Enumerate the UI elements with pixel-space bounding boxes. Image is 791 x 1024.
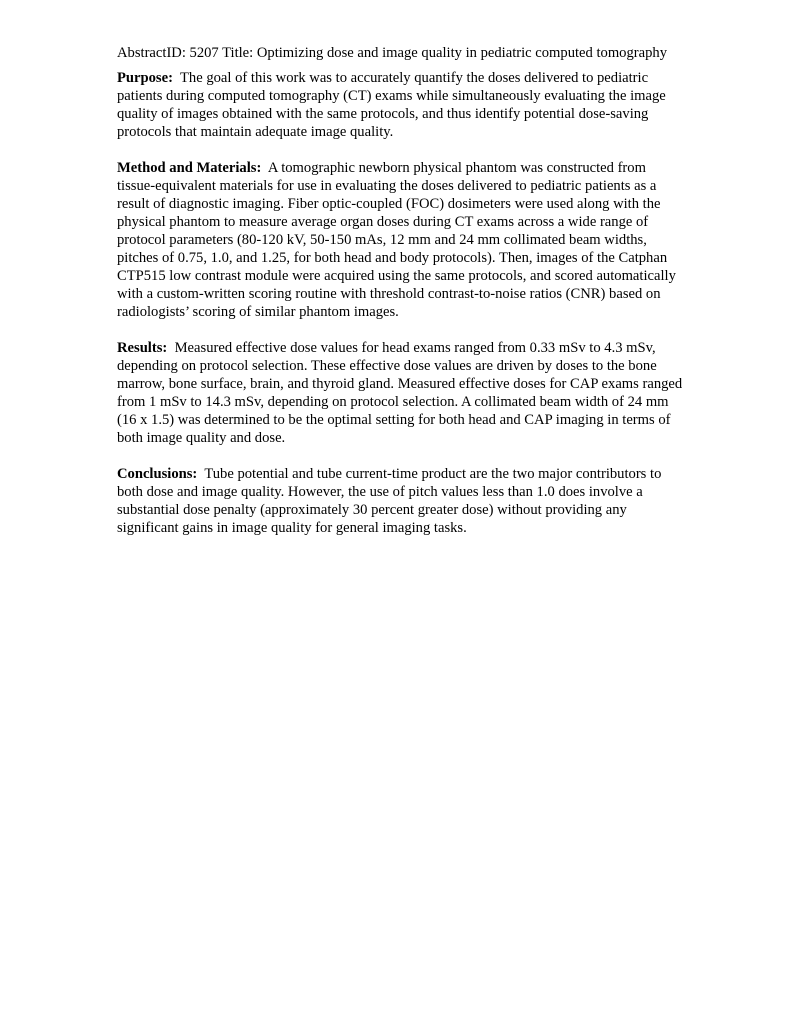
conclusions-section [117, 465, 683, 537]
methods-section [117, 159, 683, 321]
abstract-title: AbstractID: 5207 Title: Optimizing dose and image quality in pediatric computed tomography [117, 45, 668, 61]
purpose-text: The goal of this work was to accurately quantify the doses delivered to pediatric patients during computed tomography (CT) exams while simultaneously evaluating the image quality of images obtained with the same protocols, and thus identify potential dose-saving protocols that maintain adequate image quality. [117, 70, 666, 140]
purpose-section [117, 69, 683, 141]
results-heading: Results: [117, 340, 168, 356]
abstract-page [117, 44, 683, 555]
results-text: Measured effective dose values for head exams ranged from 0.33 mSv to 4.3 mSv, depending on protocol selection. These effective dose values are driven by doses to the bone marrow, bone surface, brain, and thyroid gland. Measured effective doses for CAP exams ranged from 1 mSv to 14.3 mSv, depending on protocol selection. A collimated beam width of 24 mm (16 x 1.5) was determined to be the optimal setting for both head and CAP imaging in terms of both image quality and dose. [117, 340, 683, 446]
conclusions-heading: Conclusions: [117, 466, 198, 482]
conclusions-text: Tube potential and tube current-time product are the two major contributors to both dose and image quality. However, the use of pitch values less than 1.0 does involve a substantial dose penalty (approximately 30 percent greater dose) without providing any significant gains in image quality for general imaging tasks. [117, 466, 662, 536]
purpose-heading: Purpose: [117, 70, 173, 86]
methods-text: A tomographic newborn physical phantom was constructed from tissue-equivalent materials for use in evaluating the doses delivered to pediatric patients as a result of diagnostic imaging. Fiber optic-coupled (FOC) dosimeters were used along with the physical phantom to measure average organ doses during CT exams across a wide range of protocol parameters (80-120 kV, 50-150 mAs, 12 mm and 24 mm collimated beam widths, pitches of 0.75, 1.0, and 1.25, for both head and body protocols). Then, images of the Catphan CTP515 low contrast module were acquired using the same protocols, and scored automatically with a custom-written scoring routine with threshold contrast-to-noise ratios (CNR) based on radiologists’ scoring of similar phantom images. [117, 160, 676, 320]
results-section [117, 339, 683, 447]
methods-heading: Method and Materials: [117, 160, 262, 176]
